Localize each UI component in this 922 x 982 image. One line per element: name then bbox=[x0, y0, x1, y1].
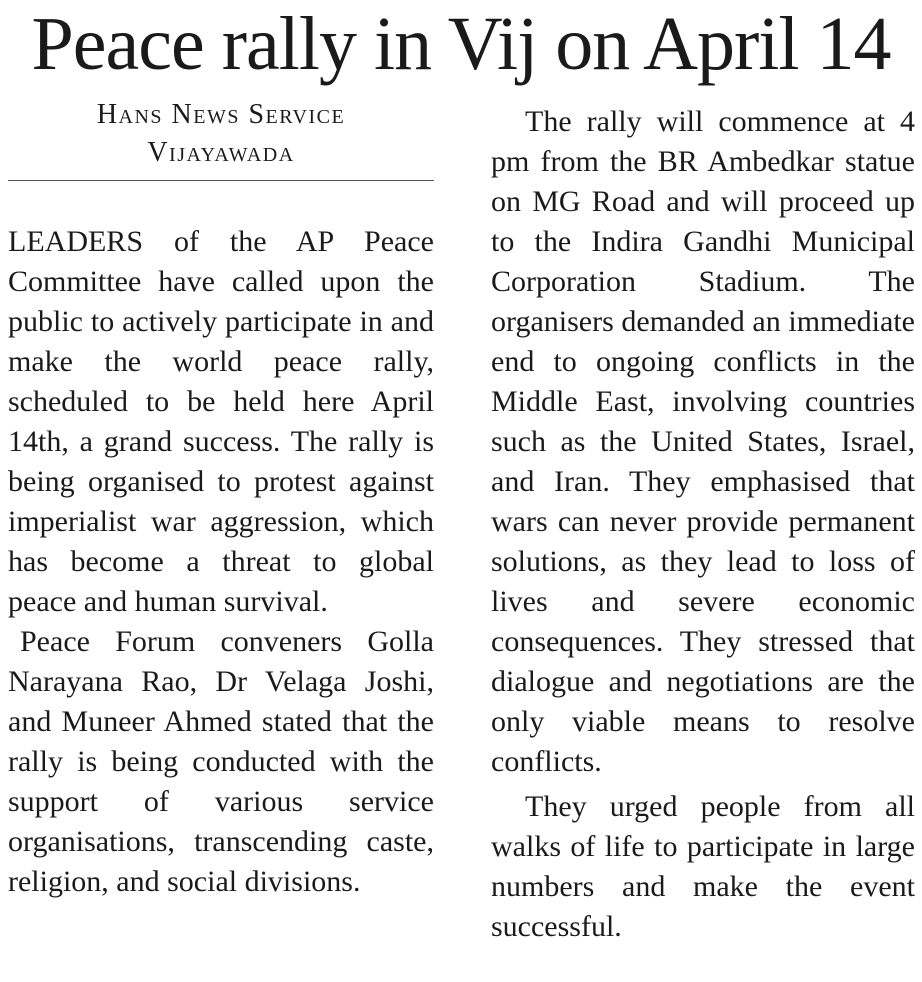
article-paragraph-3: The rally will commence at 4 pm from the BR Ambedkar statue on MG Road and will proceed up to the Indira Gandhi Municipal Corporation Stadium. The organisers demanded an immediate end to ongoing conflicts in the Middle East, involving countries such as the United States, Israel, and Iran. They emphasised that wars can never provide permanent solutions, as they lead to loss of lives and severe economic consequences. They stressed that dialogue and negotiations are the only viable means to resolve conflicts. bbox=[491, 105, 915, 778]
article-paragraph-4: They urged people from all walks of life to participate in large numbers and make the event successful. bbox=[491, 790, 915, 943]
byline-divider bbox=[8, 180, 434, 181]
article-paragraph-2: Peace Forum conveners Golla Narayana Rao, Dr Velaga Joshi, and Muneer Ahmed stated that the rally is being conducted with the support of various service organisations, transcending caste, religion, and social divisions. bbox=[8, 625, 434, 898]
article-column-right bbox=[491, 102, 915, 947]
byline-agency: Hans News Service bbox=[96, 99, 346, 130]
headline: Peace rally in Vij on April 14 bbox=[31, 2, 891, 86]
article-column-left bbox=[8, 222, 434, 902]
byline bbox=[8, 96, 434, 172]
byline-location: Vijayawada bbox=[147, 137, 295, 168]
article-paragraph-1: LEADERS of the AP Peace Committee have called upon the public to actively participate in and make the world peace rally, scheduled to be held here April 14th, a grand success. The rally is being organised to protest against imperialist war aggression, which has become a threat to global peace and human survival. bbox=[8, 225, 434, 618]
